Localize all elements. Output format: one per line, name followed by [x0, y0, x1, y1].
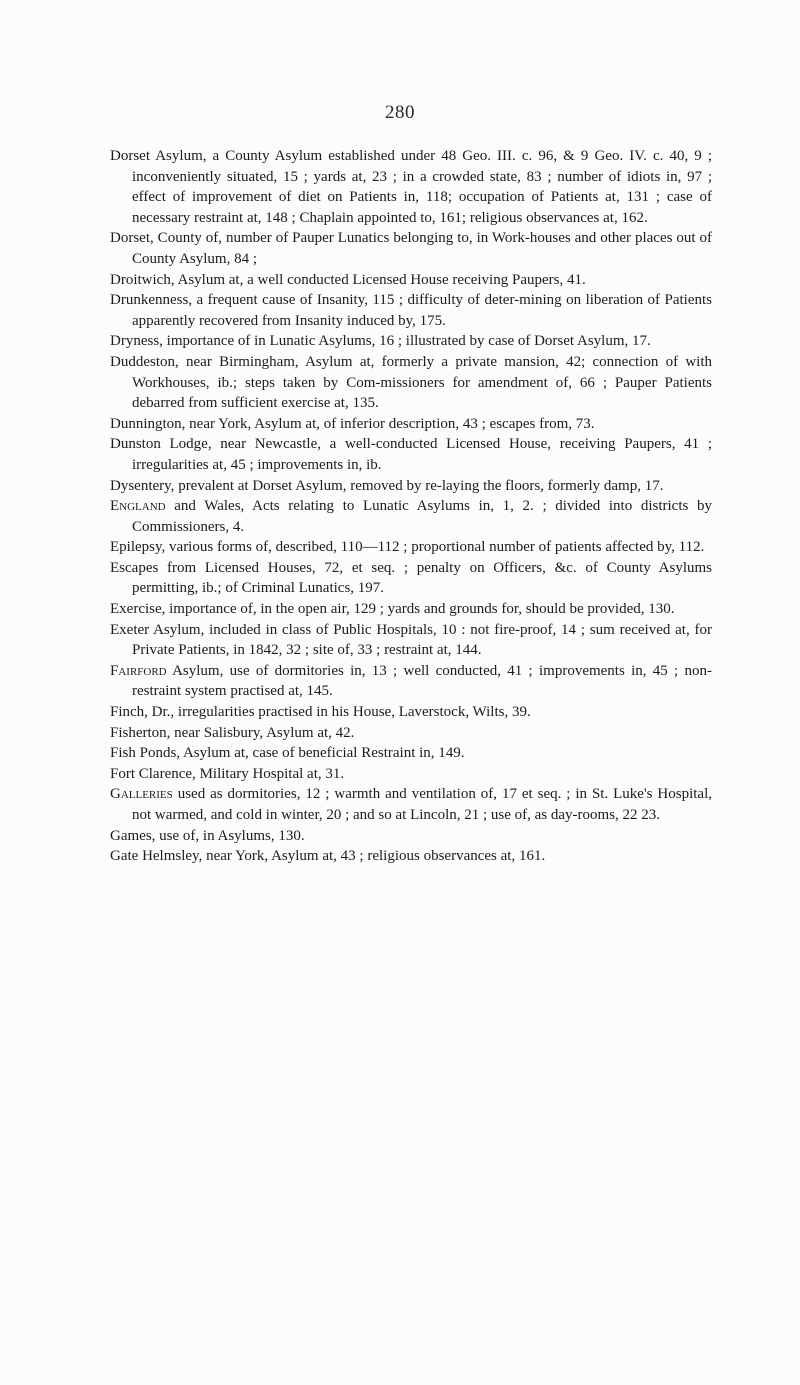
entry-heading: Epilepsy, — [110, 539, 166, 556]
entry-text: included in class of Public Hospitals, 10 : not fire-proof, 14 ; sum received at, for Private Patients, in 1842, 32 ; site of, 33 ; restraint at, 144. — [132, 621, 712, 659]
entry-text: Asylum at, case of beneficial Restraint in, 149. — [180, 745, 465, 762]
entry-text: various forms of, described, 110—112 ; proportional number of patients affected by, 112. — [165, 539, 705, 556]
entry-text: importance of in Lunatic Asylums, 16 ; illustrated by case of Dorset Asylum, 17. — [162, 333, 651, 350]
entry-heading: Gate Helmsley, — [110, 848, 203, 865]
index-entry — [110, 414, 712, 435]
entry-text: near York, Asylum at, of inferior description, 43 ; escapes from, 73. — [185, 415, 595, 432]
index-entry — [110, 331, 712, 352]
entry-text: use of, in Asylums, 130. — [155, 827, 305, 844]
entry-heading: Dorset Asylum, — [110, 148, 207, 164]
index-entry — [110, 146, 712, 228]
index-entry — [110, 434, 712, 475]
entry-text: from Licensed Houses, 72, et seq. ; penalty on Officers, &c. of County Asylums permitting, ib.; of Criminal Lunatics, 197. — [132, 559, 712, 597]
entry-text: County of, number of Pauper Lunatics belonging to, in Work-houses and other places out of County Asylum, 84 ; — [132, 230, 712, 267]
entry-heading: Fisherton, — [110, 724, 171, 741]
entry-text: importance of, in the open air, 129 ; yards and grounds for, should be provided, 130. — [165, 601, 675, 618]
entry-text: used as dormitories, 12 ; warmth and ventilation of, 17 et seq. ; in St. Luke's Hospital, not warmed, and cold in winter, 20 ; and so at Lincoln, 21 ; use of, as day-rooms, 22 23. — [132, 786, 712, 823]
entry-heading: Fish Ponds, — [110, 745, 181, 762]
index-entry — [110, 228, 712, 269]
index-entry — [110, 764, 712, 785]
index-entry — [110, 558, 712, 599]
entry-text: Asylum, use of dormitories in, 13 ; well conducted, 41 ; improvements in, 45 ; non-restraint system practised at, 145. — [132, 662, 712, 700]
index-entry — [110, 620, 712, 661]
entry-text: a frequent cause of Insanity, 115 ; difficulty of deter-mining on liberation of Patients apparently recovered from Insanity induced by, 175. — [132, 292, 712, 329]
entry-heading: Dryness, — [110, 333, 163, 350]
entry-heading: Finch, Dr., — [110, 704, 175, 721]
entry-text: a County Asylum established under 48 Geo. III. c. 96, & 9 Geo. IV. c. 40, 9 ; inconveniently situated, 15 ; yards at, 23 ; in a crowded state, 83 ; number of idiots in, 97 ; effect of improvement of diet on Patients in, 118; occupation of Patients at, 131 ; case of necessary restraint at, 148 ; Chaplain appointed to, 161; religious observances at, 162. — [132, 148, 712, 226]
entry-text: Military Hospital at, 31. — [195, 765, 345, 782]
index-entry — [110, 476, 712, 497]
index-entry — [110, 846, 712, 867]
entry-text: near Salisbury, Asylum at, 42. — [170, 724, 355, 741]
index-entry — [110, 496, 712, 537]
entry-heading: Escapes — [110, 559, 159, 576]
index-entries — [110, 146, 712, 867]
index-entry — [110, 661, 712, 702]
entry-heading: Dunnington, — [110, 415, 186, 432]
entry-heading: Exercise, — [110, 601, 166, 618]
entry-text: near York, Asylum at, 43 ; religious observances at, 161. — [202, 848, 546, 865]
index-entry — [110, 290, 712, 331]
entry-heading: England — [110, 498, 166, 515]
index-entry — [110, 723, 712, 744]
index-entry — [110, 784, 712, 825]
entry-heading: Fort Clarence, — [110, 765, 196, 782]
entry-text: near Newcastle, a well-conducted Licensed House, receiving Paupers, 41 ; irregularities at, 45 ; improvements in, ib. — [132, 436, 712, 473]
entry-heading: Droitwich, — [110, 271, 175, 288]
index-entry — [110, 599, 712, 620]
index-entry — [110, 537, 712, 558]
entry-text: prevalent at Dorset Asylum, removed by re-laying the floors, formerly damp, 17. — [174, 477, 664, 494]
entry-text: Asylum at, a well conducted Licensed House receiving Paupers, 41. — [174, 271, 586, 288]
entry-heading: Dysentery, — [110, 477, 175, 494]
page-number: 280 — [385, 102, 415, 123]
index-entry — [110, 826, 712, 847]
entry-heading: Dunston Lodge, — [110, 436, 212, 453]
entry-heading: Exeter Asylum, — [110, 621, 205, 638]
entry-heading: Fairford — [110, 662, 167, 679]
entry-heading: Drunkenness, — [110, 292, 193, 309]
index-entry — [110, 743, 712, 764]
entry-heading: Games, — [110, 827, 156, 844]
entry-text: and Wales, Acts relating to Lunatic Asylums in, 1, 2. ; divided into districts by Commissioners, 4. — [132, 498, 712, 535]
index-entry — [110, 352, 712, 414]
entry-heading: Duddeston, — [110, 353, 179, 370]
entry-heading: Dorset, — [110, 230, 154, 247]
index-entry — [110, 702, 712, 723]
entry-text: irregularities practised in his House, Laverstock, Wilts, 39. — [174, 704, 531, 721]
entry-text: near Birmingham, Asylum at, formerly a private mansion, 42; connection of with Workhouses, ib.; steps taken by Com-missioners for amendment of, 66 ; Pauper Patients debarred from sufficient exercise at, 135. — [132, 353, 712, 412]
entry-heading: Galleries — [110, 786, 173, 803]
index-entry — [110, 270, 712, 291]
